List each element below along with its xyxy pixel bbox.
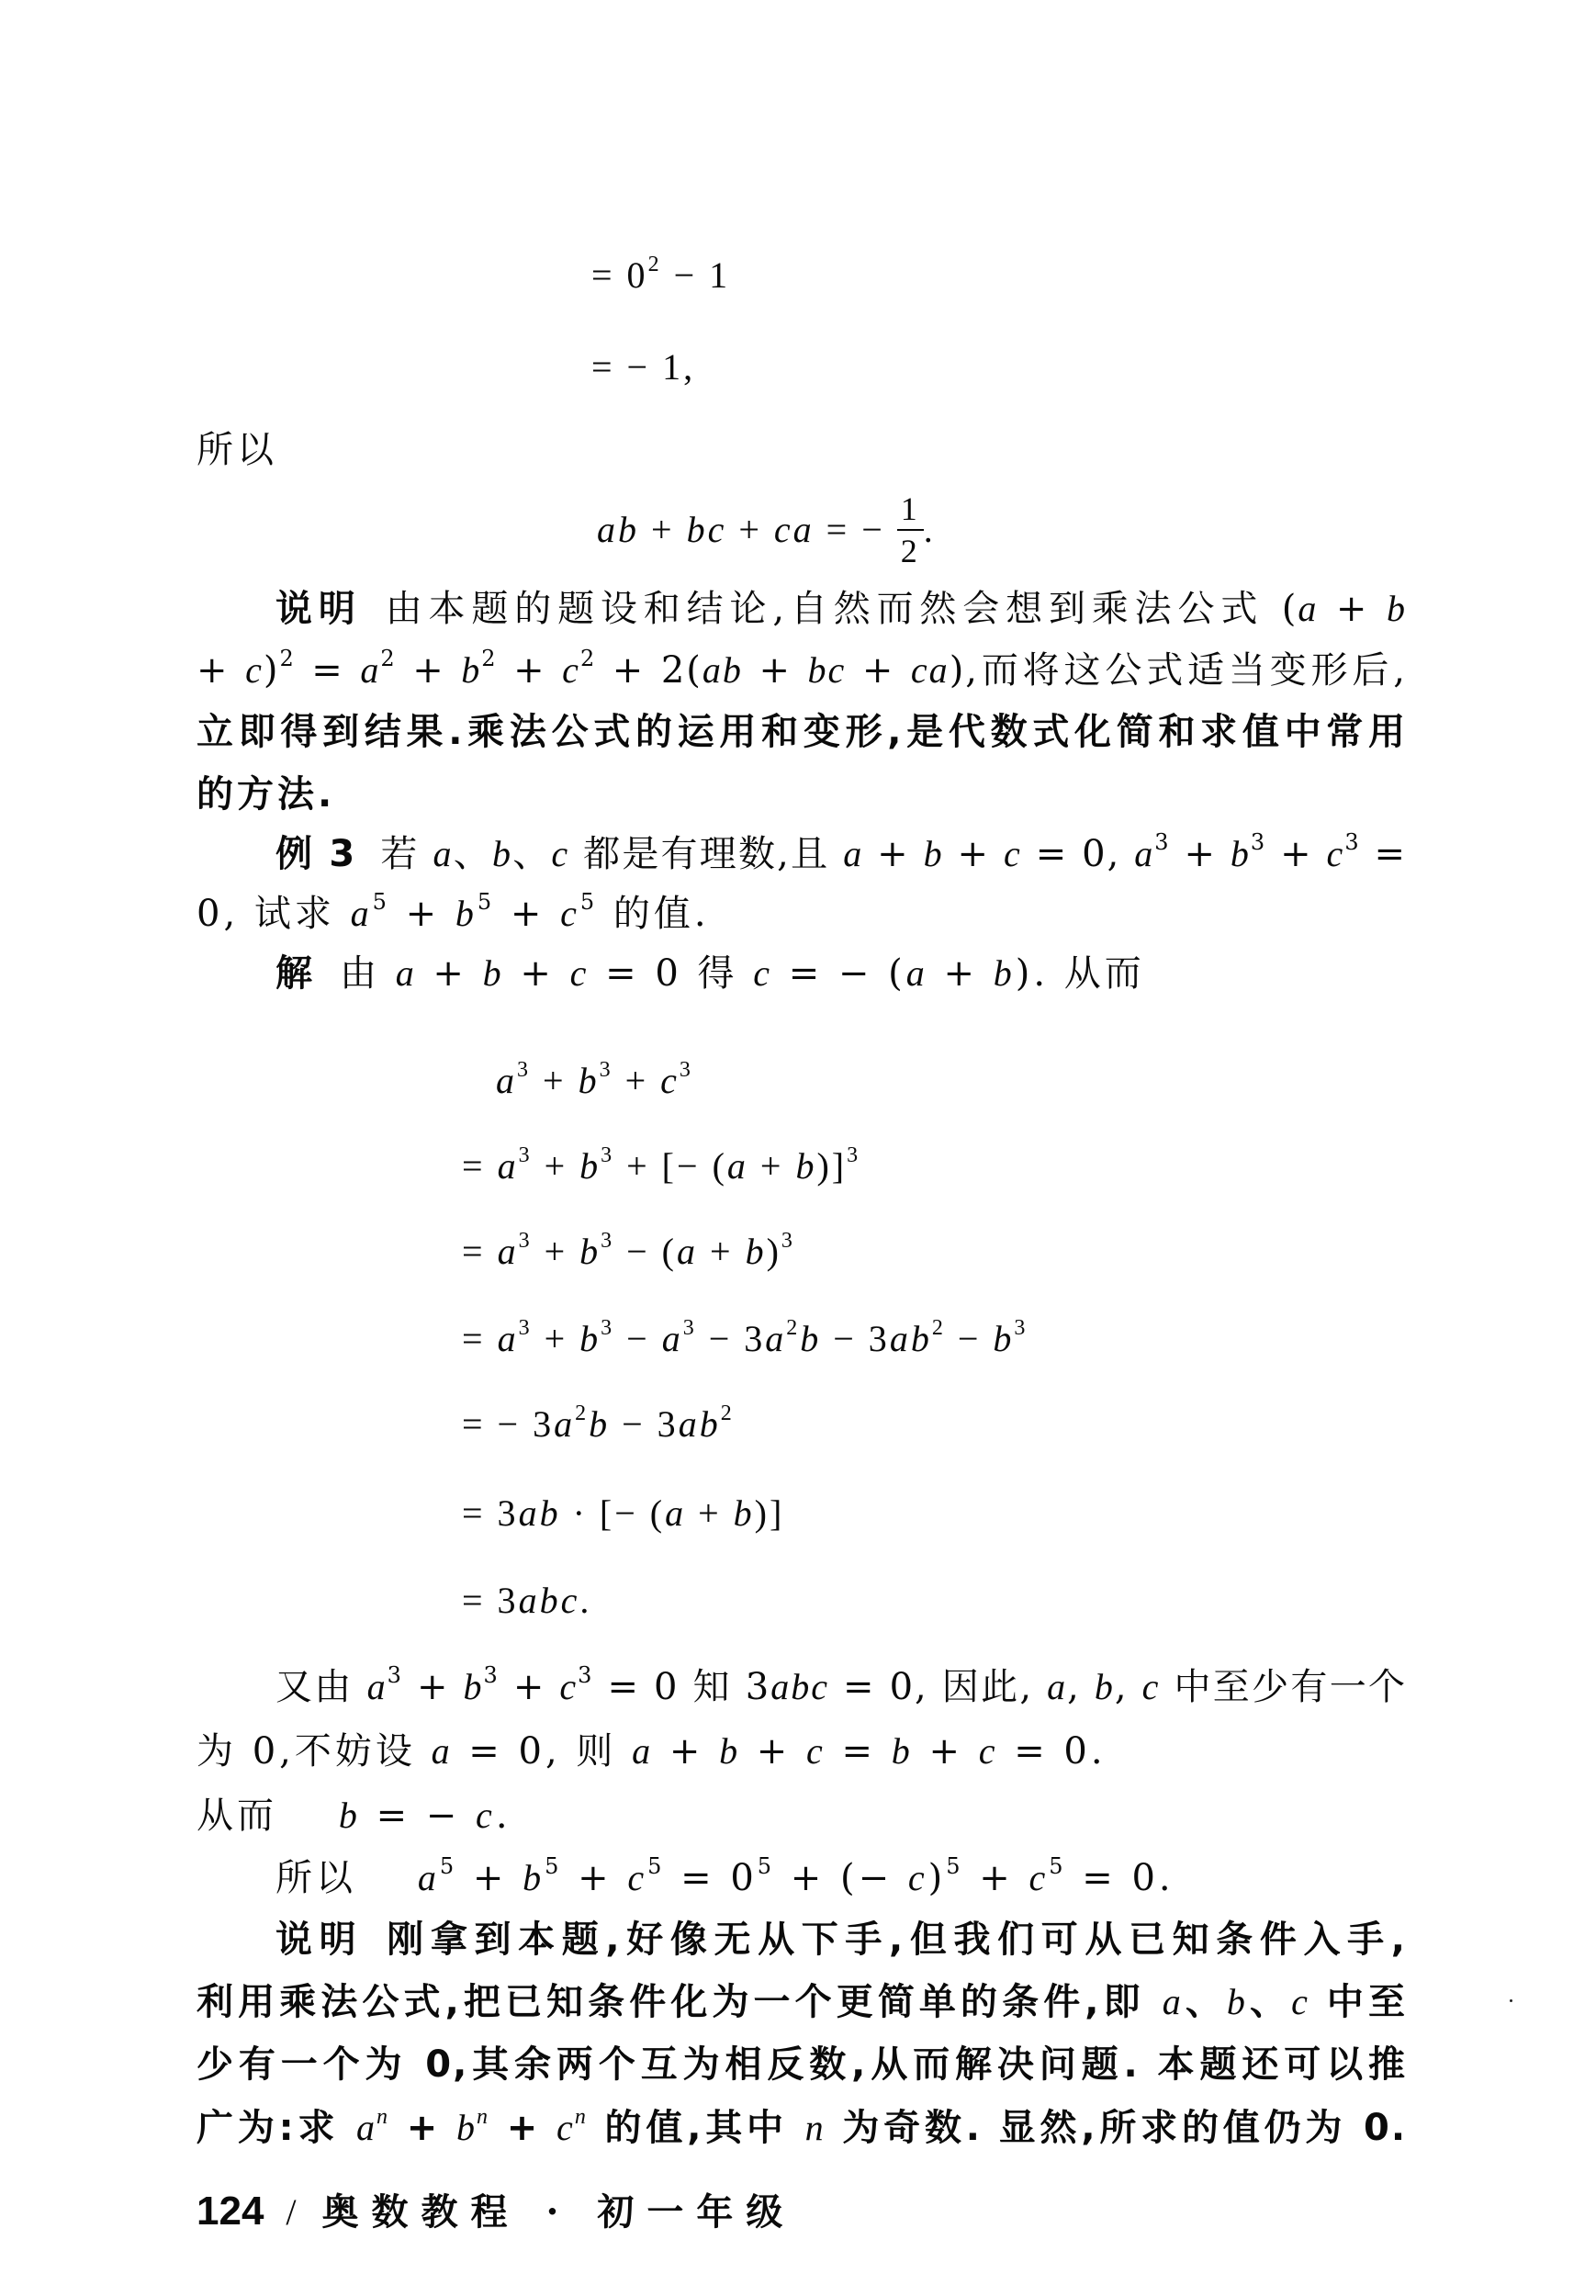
solution-intro: 解 由 a + b + c = 0 得 c = − (a + b). 从而 [275,952,1145,995]
step-3: = $a^3 + b^3 - a^3 - 3a^2b - 3ab^2 - b^3$ [462,1316,1028,1359]
note2-line-2: 利用乘法公式,把已知条件化为一个更简单的条件,即 a、b、c 中至 [197,1981,1408,2023]
step-4: = − $3a^2b - 3ab^2$ [462,1401,735,1445]
step-2: = $a^3 + b^3 - (a + b)^3$ [462,1229,795,1272]
derivation-line-2: = − 1, [591,346,696,388]
after-line-2: 为 0,不妨设 a = 0, 则 a + b + c = b + c = 0. [197,1730,1107,1773]
page-number: 124 [197,2189,264,2234]
note2-line-1: 说明 刚拿到本题,好像无从下手,但我们可从已知条件入手, [275,1919,1407,1961]
after-line-4: 所以 $a^5 + b^5 + c^5 = 0^5$ + (− $c)^5 + c^5 = 0$. [275,1853,1175,1899]
note1-line-3: 立即得到结果.乘法公式的运用和变形,是代数式化简和求值中常用 [197,711,1407,753]
note1-label: 说明 [275,588,362,630]
after-line-3: 从而 b = − c. [197,1795,511,1837]
footer-separator: / [286,2191,297,2233]
note1-line-4: 的方法. [197,773,336,816]
therefore-label: 所以 [197,429,277,471]
fraction-one-half: $\frac{1}{2}$ [897,492,924,568]
note1-line-2: + $c)^2 = a^2 + b^2 + c^2 + 2(ab$ + bc + ca),而将这公式适当变形后, [197,646,1407,692]
note2-line-3: 少有一个为 0,其余两个互为相反数,从而解决问题. 本题还可以推 [197,2043,1407,2086]
step-0: $a^3 + b^3 + c^3$ [496,1058,693,1101]
note1-line-1: 说明 由本题的题设和结论,自然而然会想到乘法公式 (a + b [275,588,1407,630]
example3-label: 例 3 [275,833,357,875]
example3-line-2: 0, 试求 $a^5 + b^5 + c^5$ 的值. [197,889,710,935]
solution-label: 解 [275,952,316,995]
derivation-line-1: = $0^2 - 1$ [591,253,731,296]
step-5: = 3ab · [− (a + b)] [462,1492,785,1534]
step-1: = $a^3 + b^3$ + [− (a + b)]$^3$ [462,1143,861,1187]
example3-line-1: 例 3 若 a、b、c 都是有理数,且 a + b + c = 0, $a^3 + b^3 + c^3$ = [275,829,1408,875]
after-line-1: 又由 $a^3 + b^3 + c^3 = 0$ 知 3abc = 0, 因此, a, b, c 中至少有一个 [275,1662,1408,1708]
note2-line-4: 广为:求 $a^n + b^n + c^n$ 的值,其中 n 为奇数. 显然,所求的值仍为 0. [197,2105,1408,2149]
scan-speck [1510,1999,1512,2002]
page-footer [197,2189,795,2234]
book-title: 奥数教程 · 初一年级 [321,2190,796,2234]
note2-label: 说明 [275,1919,364,1961]
step-6: = 3abc. [462,1580,592,1621]
result-equation: ab + bc + ca = − $\frac{1}{2}$ . [597,490,936,569]
